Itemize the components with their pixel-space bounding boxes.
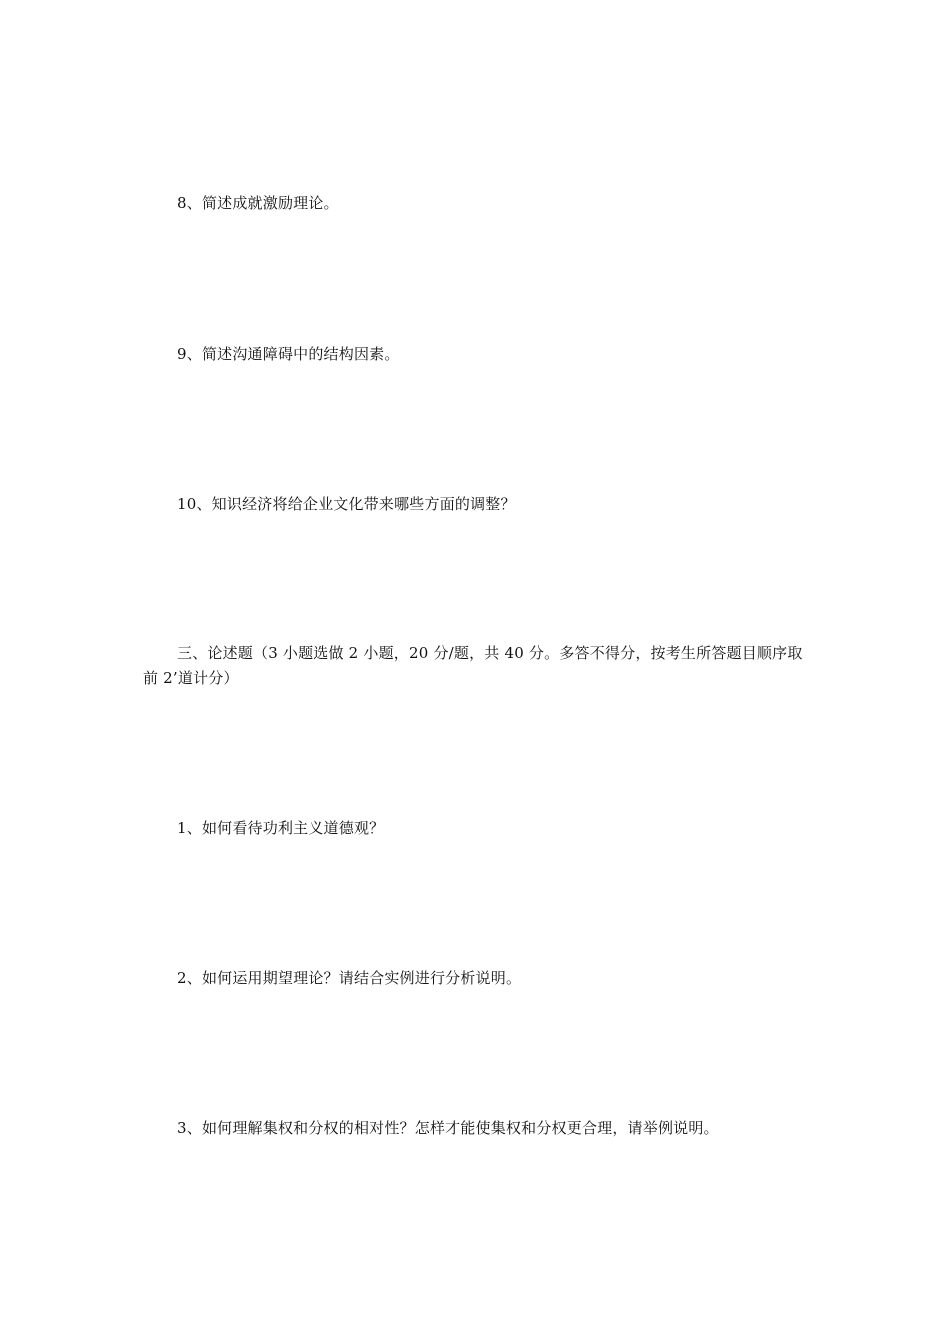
essay-section-heading: 三、论述题（3 小题选做 2 小题，20 分/题，共 40 分。多答不得分，按考生所答题目顺序取 <box>177 644 803 662</box>
essay-question-1: 1、如何看待功利主义道德观？ <box>177 819 385 837</box>
essay-question-2: 2、如何运用期望理论？请结合实例进行分析说明。 <box>177 969 522 987</box>
question-10: 10、知识经济将给企业文化带来哪些方面的调整？ <box>177 495 516 513</box>
essay-question-3: 3、如何理解集权和分权的相对性？怎样才能使集权和分权更合理，请举例说明。 <box>177 1119 719 1137</box>
question-9: 9、简述沟通障碍中的结构因素。 <box>177 345 400 363</box>
question-8: 8、简述成就激励理论。 <box>177 194 339 212</box>
essay-section-heading-continued: 前 2’道计分） <box>143 669 239 687</box>
